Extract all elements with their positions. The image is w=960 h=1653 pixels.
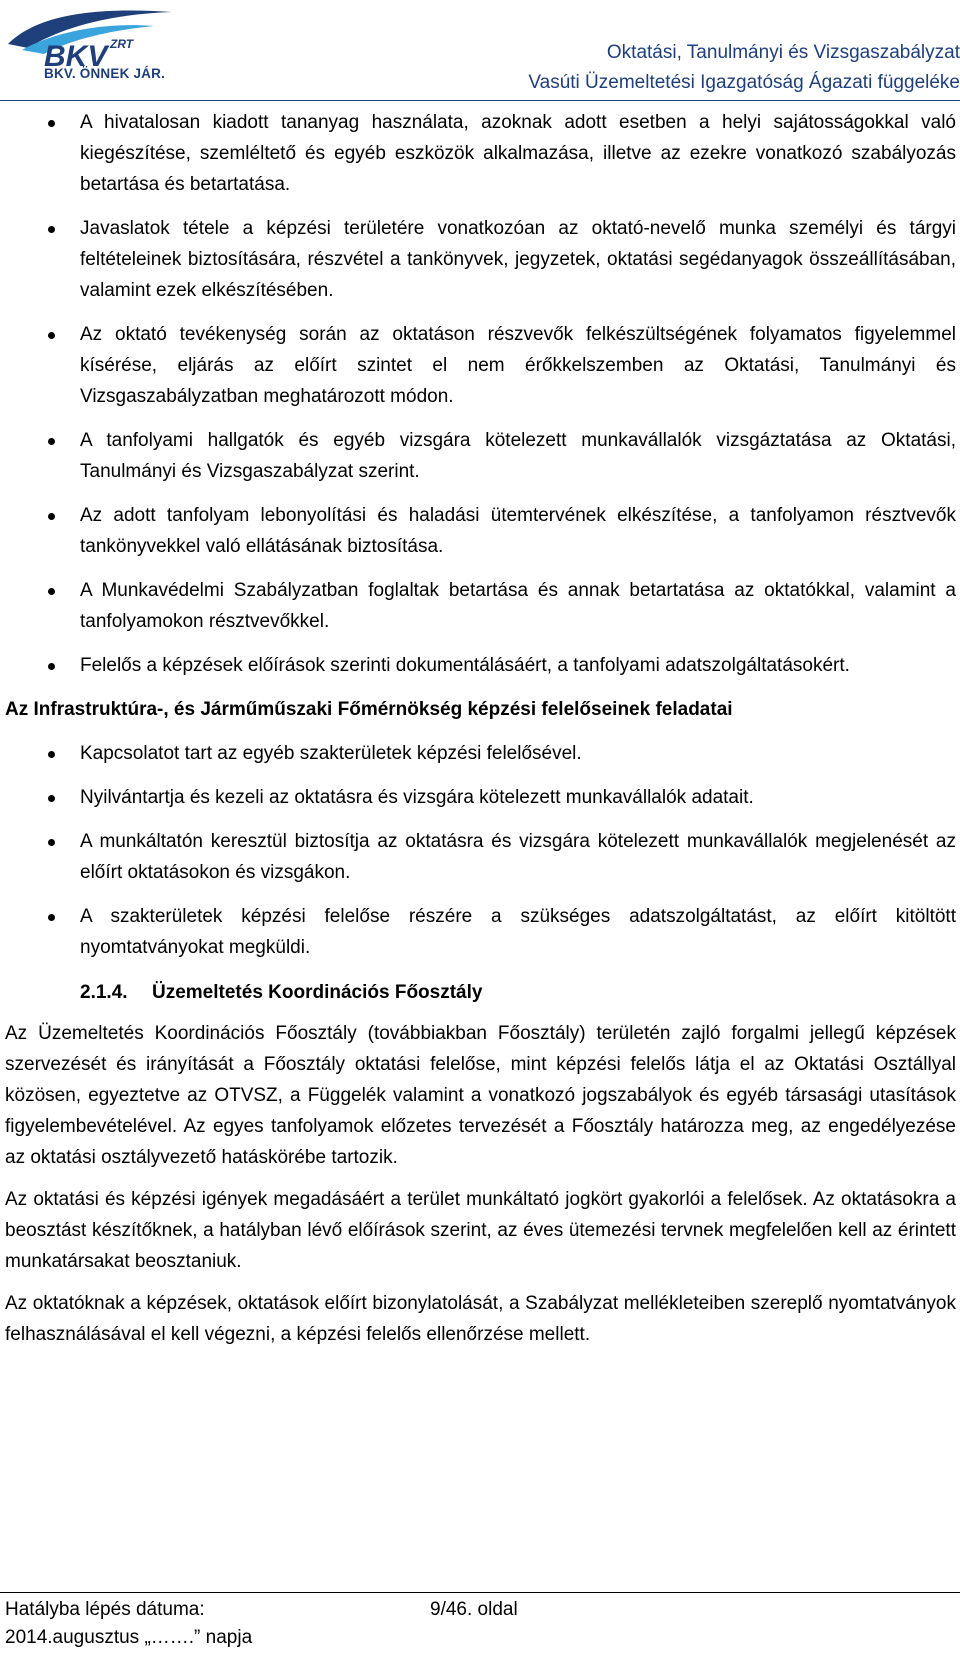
subsection-title: Üzemeltetés Koordinációs Főosztály xyxy=(152,982,483,1003)
bullet-icon xyxy=(48,914,55,921)
list-item-text: Az adott tanfolyam lebonyolítási és haladási ütemtervének elkészítése, a tanfolyamon résztvevők tankönyvekkel való ellátásának biztosítása. xyxy=(80,505,956,557)
list-item xyxy=(5,650,956,681)
list-item-text: Felelős a képzések előírások szerinti dokumentálásáért, a tanfolyami adatszolgáltatásokért. xyxy=(80,655,850,676)
list-item xyxy=(5,826,956,888)
list-item xyxy=(5,213,956,306)
list-item xyxy=(5,575,956,637)
list-item-text: A tanfolyami hallgatók és egyéb vizsgára kötelezett munkavállalók vizsgáztatása az Oktatási, Tanulmányi és Vizsgaszabályzat szerint. xyxy=(80,430,956,482)
list-item-text: Javaslatok tétele a képzési területére vonatkozóan az oktató-nevelő munka személyi és tárgyi feltételeinek biztosítására, részvétel a tankönyvek, jegyzetek, oktatási segédanyagok összeállításában, valamint ezek elkészítésében. xyxy=(80,218,956,301)
document-title-line1: Oktatási, Tanulmányi és Vizsgaszabályzat xyxy=(606,42,960,63)
list-item xyxy=(5,319,956,412)
bullet-icon xyxy=(48,513,55,520)
list-item xyxy=(5,500,956,562)
list-item xyxy=(5,425,956,487)
bullet-icon xyxy=(48,588,55,595)
bullet-icon xyxy=(48,663,55,670)
paragraph: Az Üzemeltetés Koordinációs Főosztály (továbbiakban Főosztály) területén zajló forgalmi jellegű képzések szervezését és irányítását a Főosztály oktatási felelőse, mint képzési felelős látja el az Oktatási Osztállyal közösen, egyeztetve az OTVSZ, a Függelék valamint a vonatkozó jogszabályok és egyéb társasági utasítások figyelembevételével. Az egyes tanfolyamok előzetes tervezését a Főosztály határozza meg, az engedélyezése az oktatási osztályvezető hatáskörébe tartozik. xyxy=(5,1023,956,1168)
bullet-icon xyxy=(48,438,55,445)
paragraph: Az oktatóknak a képzések, oktatások előírt bizonylatolását, a Szabályzat mellékleteiben szereplő nyomtatványok felhasználásával el kell végezni, a képzési felelős ellenőrzése mellett. xyxy=(5,1293,956,1345)
logo-sup: ZRT xyxy=(110,37,134,51)
list-item xyxy=(5,901,956,963)
list-item-text: A szakterületek képzési felelőse részére a szükséges adatszolgáltatást, az előírt kitöltött nyomtatványokat megküldi. xyxy=(80,906,956,958)
page-number: 9/46. oldal xyxy=(430,1599,518,1620)
list-item-text: Nyilvántartja és kezeli az oktatásra és vizsgára kötelezett munkavállalók adatait. xyxy=(80,787,754,808)
logo-slogan: BKV. ÖNNEK JÁR. xyxy=(44,66,166,81)
header-divider xyxy=(0,100,960,101)
list-item-text: A munkáltatón keresztül biztosítja az oktatásra és vizsgára kötelezett munkavállalók megjelenését az előírt oktatásokon és vizsgákon. xyxy=(80,831,956,883)
list-item xyxy=(5,107,956,200)
effective-date-label: Hatályba lépés dátuma: xyxy=(5,1599,205,1620)
list-item xyxy=(5,782,956,813)
list-item-text: A Munkavédelmi Szabályzatban foglaltak betartása és annak betartatása az oktatókkal, valamint a tanfolyamokon résztvevőkkel. xyxy=(80,580,956,632)
bullet-icon xyxy=(48,120,55,127)
document-title-line2: Vasúti Üzemeltetési Igazgatóság Ágazati függeléke xyxy=(528,72,960,93)
footer-divider xyxy=(0,1592,960,1593)
bullet-icon xyxy=(48,751,55,758)
list-item xyxy=(5,738,956,769)
list-item-text: Az oktató tevékenység során az oktatáson részvevők felkészültségének folyamatos figyelemmel kísérése, eljárás az előírt szintet el nem érőkkelszemben az Oktatási, Tanulmányi és Vizsgaszabályzatban meghatározott módon. xyxy=(80,324,956,407)
responsibilities-list xyxy=(5,738,956,963)
document-title xyxy=(528,38,960,98)
bkv-logo-icon xyxy=(4,4,180,74)
bullet-icon xyxy=(48,332,55,339)
document-body xyxy=(5,107,956,1361)
bullet-icon xyxy=(48,226,55,233)
paragraph: Az oktatási és képzési igények megadásáért a terület munkáltató jogkört gyakorlói a felelősek. Az oktatásokra a beosztást készítőknek, a hatályban lévő előírások szerint, az éves ütemezési tervnek megfelelően kell az érintett munkatársakat beosztaniuk. xyxy=(5,1189,956,1272)
bullet-icon xyxy=(48,839,55,846)
section-heading: Az Infrastruktúra-, és Járműműszaki Főmérnökség képzési felelőseinek feladatai xyxy=(5,699,733,720)
subsection-number: 2.1.4. xyxy=(80,982,128,1003)
logo-text: BKV xyxy=(44,40,108,73)
subsection-heading xyxy=(5,977,956,1008)
footer-effective xyxy=(5,1596,252,1652)
page-header xyxy=(0,0,960,102)
list-item-text: A hivatalosan kiadott tananyag használata, azoknak adott esetben a helyi sajátosságokkal való kiegészítése, szemléltető és egyéb eszközök alkalmazása, illetve az ezekre vonatkozó szabályozás betartása és betartatása. xyxy=(80,112,956,195)
duties-list xyxy=(5,107,956,681)
list-item-text: Kapcsolatot tart az egyéb szakterületek képzési felelősével. xyxy=(80,743,582,764)
effective-date-value: 2014.augusztus „…….” napja xyxy=(5,1627,253,1648)
bullet-icon xyxy=(48,795,55,802)
